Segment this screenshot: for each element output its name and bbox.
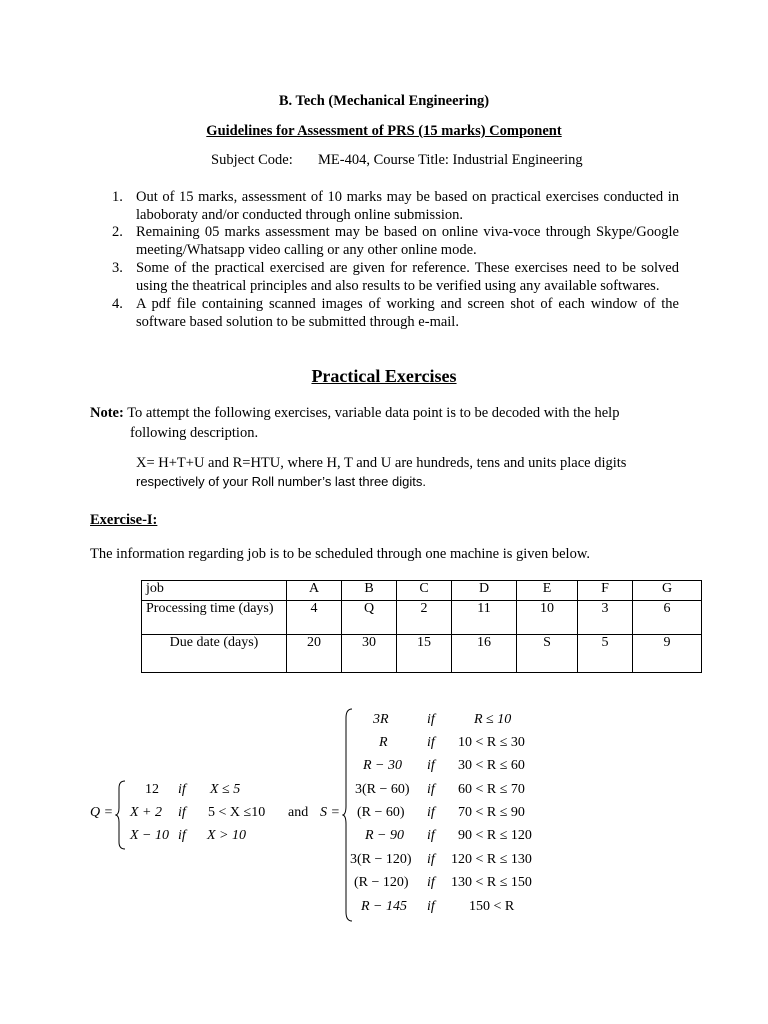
table-cell: 5 [578, 635, 633, 673]
formula-line-2: respectively of your Roll number’s last three digits. [136, 474, 426, 489]
q-case-cond: X > 10 [207, 828, 246, 843]
note-paragraph [90, 405, 690, 422]
s-case-if: if [427, 712, 435, 727]
guideline-number: 2. [112, 224, 123, 240]
table-cell: B [342, 581, 397, 601]
degree-title: B. Tech (Mechanical Engineering) [278, 93, 490, 109]
table-cell: A [287, 581, 342, 601]
s-case-value: R [379, 735, 388, 750]
s-case-value: (R − 60) [357, 805, 405, 820]
s-case-cond: 130 < R ≤ 150 [451, 875, 532, 890]
table-cell: 4 [287, 601, 342, 635]
subject-info: ME-404, Course Title: Industrial Engineering [318, 152, 583, 168]
s-case-if: if [427, 828, 435, 843]
note-text: To attempt the following exercises, variable data point is to be decoded with the help [127, 405, 620, 421]
s-case-if: if [427, 899, 435, 914]
table-cell: 2 [397, 601, 452, 635]
q-case-value: X − 10 [130, 828, 169, 843]
guidelines-title: Guidelines for Assessment of PRS (15 marks) Component [206, 123, 562, 139]
s-case-value: R − 145 [361, 899, 407, 914]
table-cell: F [578, 581, 633, 601]
subject-code-label: Subject Code: [211, 152, 293, 168]
practical-exercises-title: Practical Exercises [311, 366, 457, 386]
s-case-value: 3(R − 60) [355, 782, 410, 797]
s-label: S = [320, 805, 340, 820]
and-word: and [288, 805, 309, 820]
guideline-number: 4. [112, 296, 123, 312]
table-cell: 3 [578, 601, 633, 635]
q-case-value: 12 [145, 782, 159, 797]
s-case-cond: 150 < R [469, 899, 515, 914]
s-case-if: if [427, 805, 435, 820]
job-table [141, 580, 702, 673]
q-case-if: if [178, 805, 186, 820]
table-cell: Due date (days) [142, 635, 287, 673]
guideline-text: A pdf file containing scanned images of working and screen shot of each window of the software based solution to be submitted through e-mail. [136, 296, 679, 330]
s-case-cond: 90 < R ≤ 120 [458, 828, 532, 843]
table-cell: S [517, 635, 578, 673]
table-cell: 9 [633, 635, 702, 673]
table-cell: 30 [342, 635, 397, 673]
s-brace-icon [342, 708, 354, 922]
s-case-cond: 10 < R ≤ 30 [458, 735, 525, 750]
q-case-cond: 5 < X ≤10 [208, 805, 266, 820]
table-cell: Q [342, 601, 397, 635]
q-case-value: X + 2 [130, 805, 162, 820]
note-text-continued: following description. [130, 425, 259, 441]
exercise-intro: The information regarding job is to be scheduled through one machine is given below. [90, 546, 590, 562]
table-cell: D [452, 581, 517, 601]
s-case-value: 3R [373, 712, 389, 727]
q-case-cond: X ≤ 5 [210, 782, 241, 797]
q-label: Q = [90, 805, 114, 820]
table-cell: G [633, 581, 702, 601]
guideline-text: Out of 15 marks, assessment of 10 marks may be based on practical exercises conducted in laboboraty and/or conducted through online submission. [136, 189, 679, 223]
table-row [142, 601, 702, 635]
exercise-title: Exercise-I: [90, 512, 158, 528]
s-case-value: (R − 120) [354, 875, 409, 890]
guideline-number: 1. [112, 189, 123, 205]
table-cell: 20 [287, 635, 342, 673]
table-row [142, 635, 702, 673]
table-cell: 10 [517, 601, 578, 635]
s-case-cond: R ≤ 10 [474, 712, 512, 727]
q-case-if: if [178, 828, 186, 843]
guideline-text: Remaining 05 marks assessment may be based on online viva-voce through Skype/Google meeting/Whatsapp video calling or any other online mode. [136, 224, 679, 258]
table-cell: 11 [452, 601, 517, 635]
s-case-if: if [427, 758, 435, 773]
s-case-cond: 70 < R ≤ 90 [458, 805, 525, 820]
s-case-cond: 60 < R ≤ 70 [458, 782, 525, 797]
table-cell: 6 [633, 601, 702, 635]
q-brace-icon [115, 780, 127, 850]
table-cell: C [397, 581, 452, 601]
s-case-value: R − 30 [363, 758, 402, 773]
formula-line-1: X= H+T+U and R=HTU, where H, T and U are hundreds, tens and units place digits [136, 455, 627, 471]
table-cell: 15 [397, 635, 452, 673]
s-case-value: 3(R − 120) [350, 852, 412, 867]
note-label: Note: [90, 405, 124, 421]
s-case-value: R − 90 [365, 828, 404, 843]
q-case-if: if [178, 782, 186, 797]
s-case-cond: 120 < R ≤ 130 [451, 852, 532, 867]
s-case-if: if [427, 735, 435, 750]
s-case-cond: 30 < R ≤ 60 [458, 758, 525, 773]
table-cell: Processing time (days) [142, 601, 287, 635]
table-row [142, 581, 702, 601]
table-cell: E [517, 581, 578, 601]
s-case-if: if [427, 782, 435, 797]
s-case-if: if [427, 875, 435, 890]
guideline-number: 3. [112, 260, 123, 276]
s-case-if: if [427, 852, 435, 867]
guideline-text: Some of the practical exercised are given for reference. These exercises need to be solved using the theatrical principles and also results to be verified using any available softwares. [136, 260, 679, 294]
table-cell: 16 [452, 635, 517, 673]
table-cell: job [142, 581, 287, 601]
